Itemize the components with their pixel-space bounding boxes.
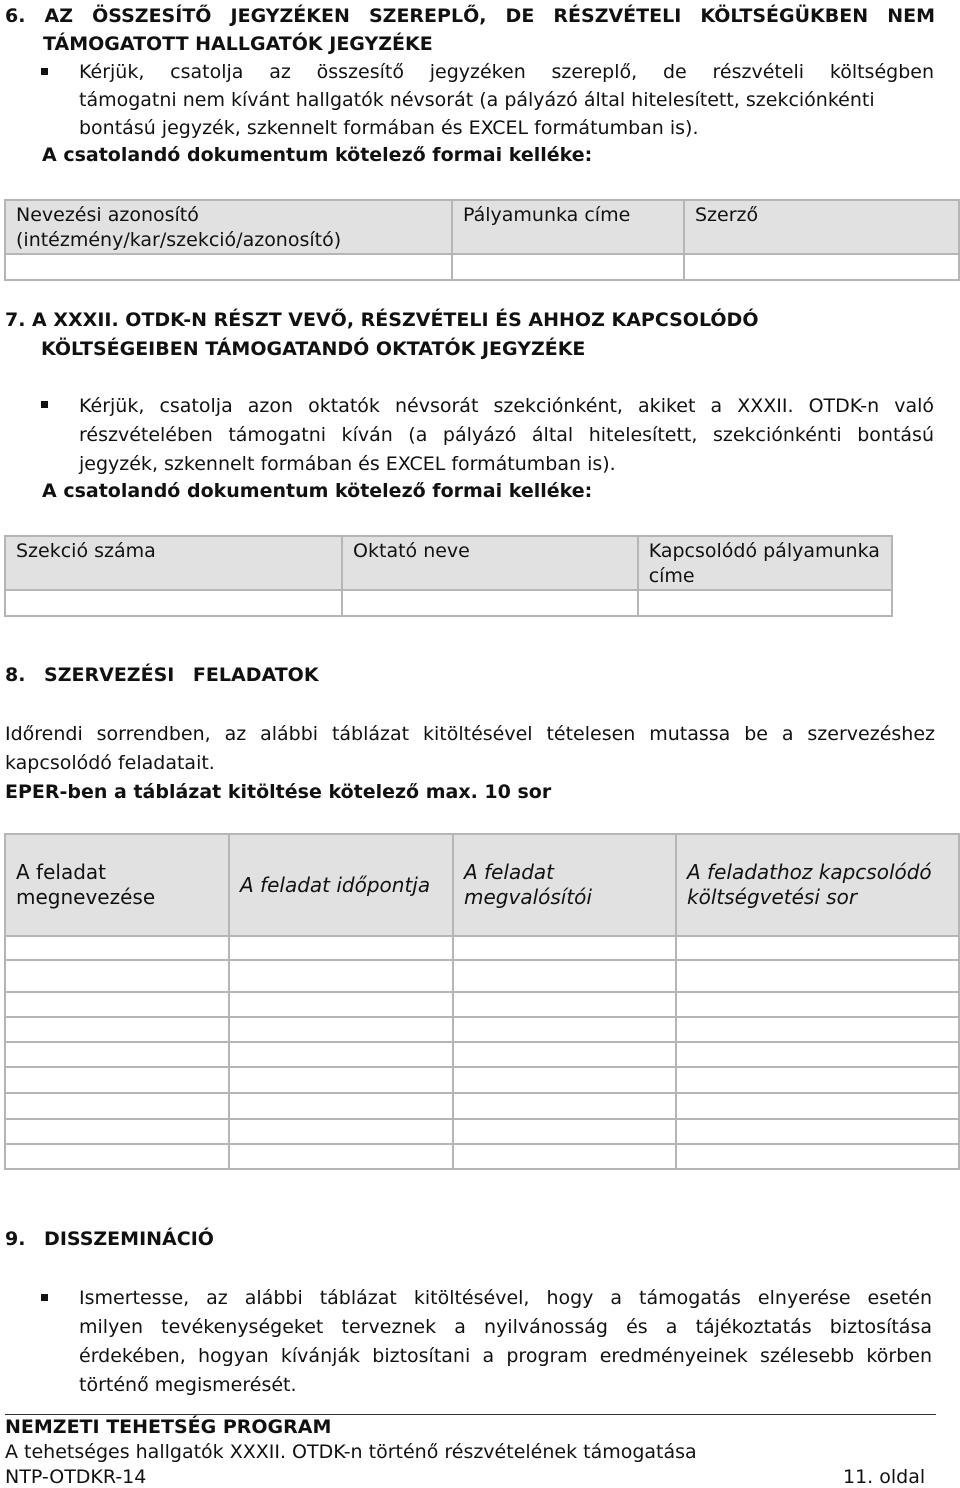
table-cell[interactable] [453, 1119, 676, 1144]
section-8-note: EPER-ben a táblázat kitöltése kötelező max. 10 sor [5, 781, 552, 803]
table-cell[interactable] [676, 1093, 959, 1119]
bullet-icon [41, 1294, 48, 1301]
column-header: Szekció száma [5, 536, 342, 590]
table-row [5, 936, 959, 960]
section-8-title: 8. SZERVEZÉSI FELADATOK [5, 664, 319, 686]
table-row [5, 992, 959, 1017]
section-7-paragraph: Kérjük, csatolja azon oktatók névsorát szekciónként, akiket a XXXII. OTDK-n való [79, 395, 934, 417]
section-9-title: 9. DISSZEMINÁCIÓ [5, 1228, 214, 1250]
table-row [5, 1144, 959, 1169]
table-cell[interactable] [453, 1042, 676, 1067]
section-6-title-cont: TÁMOGATOTT HALLGATÓK JEGYZÉKE [43, 33, 433, 55]
section-6-paragraph-2: támogatni nem kívánt hallgatók névsorát (a pályázó által hitelesített, szekciónkénti [79, 89, 875, 111]
column-header: A feladat megnevezése [5, 834, 229, 936]
column-header: Pályamunka címe [452, 200, 684, 254]
footer-divider [5, 1414, 936, 1415]
section-9-paragraph: Ismertesse, az alábbi táblázat kitöltésével, hogy a támogatás elnyerése esetén [79, 1287, 932, 1309]
table-cell[interactable] [229, 1093, 453, 1119]
table-cell[interactable] [638, 590, 892, 616]
table-cell[interactable] [5, 1093, 229, 1119]
section-6-title: 6. AZ ÖSSZESÍTŐ JEGYZÉKEN SZEREPLŐ, DE RÉSZVÉTELI KÖLTSÉGÜKBEN NEM [5, 5, 935, 27]
section-7-required: A csatolandó dokumentum kötelező formai kelléke: [42, 480, 593, 502]
footer-code: NTP-OTDKR-14 [5, 1466, 147, 1488]
table-cell[interactable] [5, 1119, 229, 1144]
column-header: Oktató neve [342, 536, 638, 590]
section-9-paragraph-3: érdekében, hogyan kívánják biztosítani a program eredményeinek szélesebb körben [79, 1345, 932, 1367]
table-row [5, 254, 959, 280]
section-6-paragraph: Kérjük, csatolja az összesítő jegyzéken szereplő, de részvételi költségben [79, 61, 934, 83]
table-row [5, 960, 959, 992]
section-7-paragraph-3: jegyzék, szkennelt formában és EXCEL formátumban is). [79, 453, 616, 475]
table-cell[interactable] [5, 936, 229, 960]
table-cell[interactable] [5, 1042, 229, 1067]
table-cell[interactable] [453, 1144, 676, 1169]
table-cell[interactable] [676, 960, 959, 992]
table-cell[interactable] [229, 1017, 453, 1042]
table-cell[interactable] [5, 254, 452, 280]
table-cell[interactable] [453, 960, 676, 992]
table-cell[interactable] [229, 992, 453, 1017]
section-8-paragraph-2: kapcsolódó feladatait. [5, 752, 215, 774]
table-cell[interactable] [676, 936, 959, 960]
section-6-paragraph-3: bontású jegyzék, szkennelt formában és EXCEL formátumban is). [79, 117, 699, 139]
footer-subtitle: A tehetséges hallgatók XXXII. OTDK-n történő részvételének támogatása [5, 1441, 697, 1463]
footer-program: NEMZETI TEHETSÉG PROGRAM [5, 1416, 332, 1438]
column-header: Szerző [684, 200, 959, 254]
table-cell[interactable] [453, 1017, 676, 1042]
section-6-required: A csatolandó dokumentum kötelező formai kelléke: [42, 144, 593, 166]
table-row [5, 1017, 959, 1042]
table-cell[interactable] [5, 960, 229, 992]
bullet-icon [41, 68, 48, 75]
column-header: Kapcsolódó pályamunka címe [638, 536, 892, 590]
section-7-table [4, 535, 893, 617]
table-row [5, 1093, 959, 1119]
table-cell[interactable] [676, 1144, 959, 1169]
table-cell[interactable] [5, 1144, 229, 1169]
table-row [5, 1067, 959, 1093]
table-cell[interactable] [342, 590, 638, 616]
footer-page-number: 11. oldal [843, 1466, 926, 1488]
table-cell[interactable] [5, 1067, 229, 1093]
table-row [5, 1042, 959, 1067]
section-7-title-cont: KÖLTSÉGEIBEN TÁMOGATANDÓ OKTATÓK JEGYZÉKE [41, 338, 586, 360]
table-cell[interactable] [676, 1017, 959, 1042]
table-cell[interactable] [676, 992, 959, 1017]
table-cell[interactable] [229, 1067, 453, 1093]
section-8-table [4, 833, 960, 1170]
column-header: A feladat időpontja [229, 834, 453, 936]
section-9-paragraph-4: történő megismerését. [79, 1374, 297, 1396]
table-cell[interactable] [453, 992, 676, 1017]
table-cell[interactable] [452, 254, 684, 280]
column-header: A feladathoz kapcsolódó költségvetési sor [676, 834, 959, 936]
table-cell[interactable] [676, 1067, 959, 1093]
table-cell[interactable] [5, 992, 229, 1017]
table-cell[interactable] [453, 1067, 676, 1093]
table-row [5, 1119, 959, 1144]
table-cell[interactable] [229, 1144, 453, 1169]
table-row [5, 590, 892, 616]
section-7-paragraph-2: részvételében támogatni kíván (a pályázó által hitelesített, szekciónkénti bontású [79, 424, 934, 446]
table-cell[interactable] [453, 1093, 676, 1119]
table-cell[interactable] [5, 1017, 229, 1042]
section-8-paragraph: Időrendi sorrendben, az alábbi táblázat kitöltésével tételesen mutassa be a szervezéshez [5, 723, 935, 745]
table-cell[interactable] [229, 1042, 453, 1067]
table-cell[interactable] [5, 590, 342, 616]
column-header: Nevezési azonosító (intézmény/kar/szekció/azonosító) [5, 200, 452, 254]
table-cell[interactable] [676, 1119, 959, 1144]
table-cell[interactable] [676, 1042, 959, 1067]
table-cell[interactable] [229, 936, 453, 960]
table-cell[interactable] [684, 254, 959, 280]
section-6-table [4, 199, 960, 281]
table-cell[interactable] [229, 1119, 453, 1144]
section-7-title: 7. A XXXII. OTDK-N RÉSZT VEVŐ, RÉSZVÉTELI ÉS AHHOZ KAPCSOLÓDÓ [5, 309, 759, 331]
column-header: A feladat megvalósítói [453, 834, 676, 936]
section-9-paragraph-2: milyen tevékenységeket terveznek a nyilvánosság és a tájékoztatás biztosítása [79, 1316, 932, 1338]
table-cell[interactable] [229, 960, 453, 992]
table-cell[interactable] [453, 936, 676, 960]
bullet-icon [41, 401, 48, 408]
